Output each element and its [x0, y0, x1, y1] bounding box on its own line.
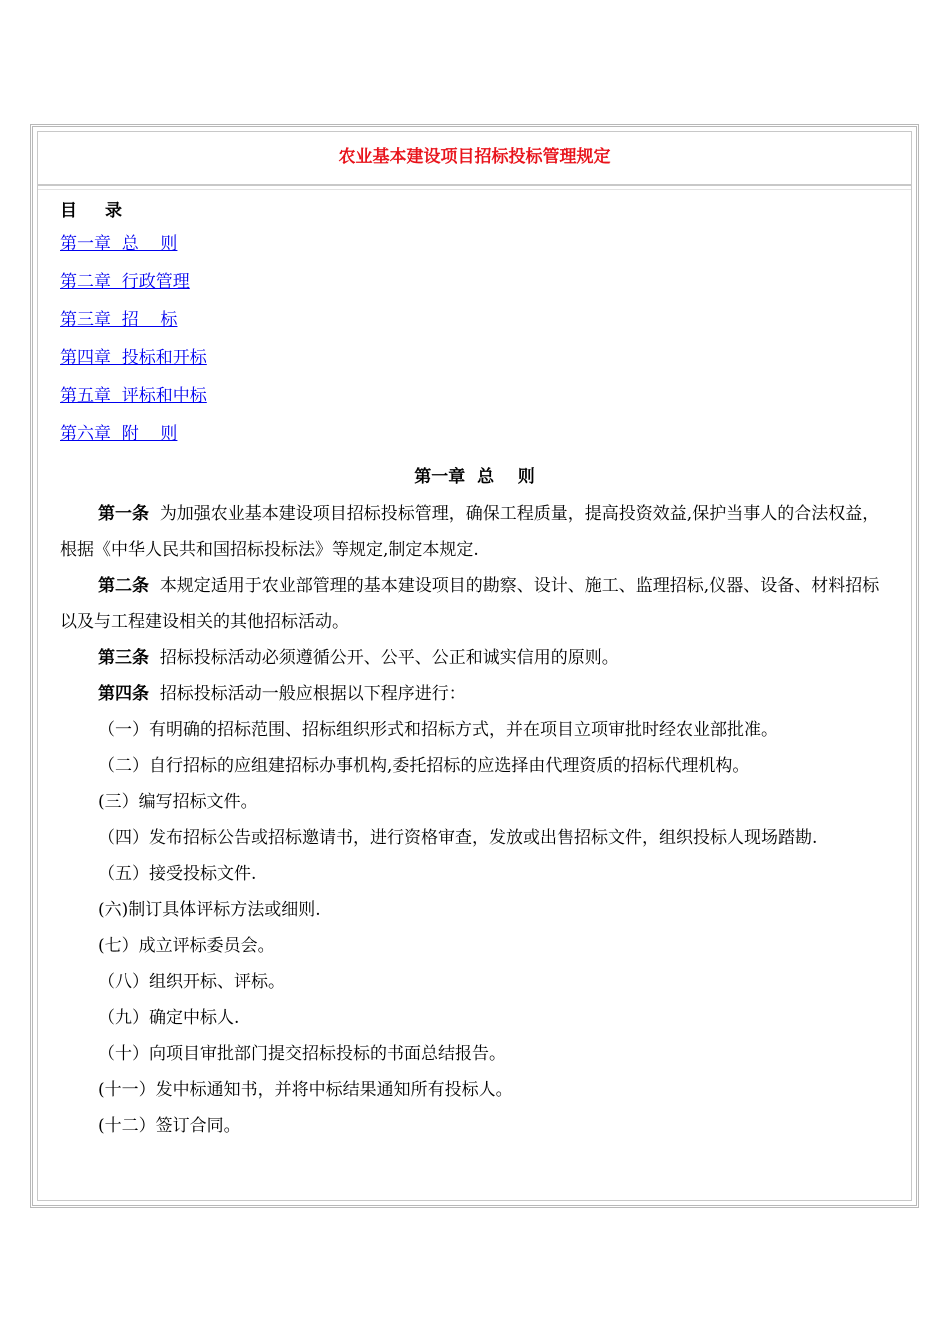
toc-link-chapter-3[interactable]: 第三章 招 标 [60, 310, 178, 330]
article-text: 本规定适用于农业部管理的基本建设项目的勘察、设计、施工、监理招标,仪器、设备、材料招标以及与工程建设相关的其他招标活动。 [60, 576, 880, 632]
document-title: 农业基本建设项目招标投标管理规定 [338, 147, 611, 167]
toc-link-chapter-6[interactable]: 第六章 附 则 [60, 424, 178, 444]
toc-item [60, 308, 207, 346]
chapter-content [60, 496, 885, 1144]
procedure-step: （五）接受投标文件. [98, 864, 257, 884]
document-frame [30, 124, 919, 1208]
procedure-step: （四）发布招标公告或招标邀请书，进行资格审查，发放或出售招标文件，组织投标人现场踏勘. [98, 828, 818, 848]
table-of-contents [60, 232, 207, 460]
article-label: 第一条 [98, 504, 149, 524]
article-paragraph [60, 640, 885, 676]
procedure-step: （二）自行招标的应组建招标办事机构,委托招标的应选择由代理资质的招标代理机构。 [98, 756, 750, 776]
article-text: 招标投标活动必须遵循公开、公平、公正和诚实信用的原则。 [159, 648, 619, 668]
toc-item [60, 232, 207, 270]
article-text: 招标投标活动一般应根据以下程序进行： [159, 684, 466, 704]
toc-item [60, 384, 207, 422]
toc-item [60, 346, 207, 384]
article-label: 第二条 [98, 576, 149, 596]
toc-item [60, 422, 207, 460]
toc-heading [60, 196, 122, 221]
toc-link-chapter-1[interactable]: 第一章 总 则 [60, 234, 178, 254]
document-inner-border [37, 131, 912, 1201]
procedure-step: (三）编写招标文件。 [98, 792, 258, 812]
toc-link-chapter-2[interactable]: 第二章 行政管理 [60, 272, 190, 292]
procedure-step: (七）成立评标委员会。 [98, 936, 275, 956]
procedure-step: （十）向项目审批部门提交招标投标的书面总结报告。 [98, 1044, 506, 1064]
article-label: 第三条 [98, 648, 149, 668]
toc-heading-a: 目 [60, 201, 77, 221]
article-paragraph [60, 496, 885, 568]
procedure-step: （八）组织开标、评标。 [98, 972, 285, 992]
procedure-step: (六)制订具体评标方法或细则. [98, 900, 321, 920]
procedure-step: (十二）签订合同。 [98, 1116, 241, 1136]
toc-link-chapter-5[interactable]: 第五章 评标和中标 [60, 386, 207, 406]
procedure-step: （一）有明确的招标范围、招标组织形式和招标方式，并在项目立项审批时经农业部批准。 [98, 720, 778, 740]
procedure-step: （九）确定中标人. [98, 1008, 240, 1028]
article-text: 为加强农业基本建设项目招标投标管理，确保工程质量，提高投资效益,保护当事人的合法权益，根据《中华人民共和国招标投标法》等规定,制定本规定. [60, 504, 880, 560]
procedure-step: (十一）发中标通知书，并将中标结果通知所有投标人。 [98, 1080, 513, 1100]
toc-heading-b: 录 [105, 201, 122, 221]
chapter-heading: 第一章 总 则 [414, 467, 535, 487]
article-paragraph [60, 676, 885, 712]
article-paragraph [60, 568, 885, 640]
toc-item [60, 270, 207, 308]
toc-link-chapter-4[interactable]: 第四章 投标和开标 [60, 348, 207, 368]
article-label: 第四条 [98, 684, 149, 704]
title-separator [38, 184, 911, 190]
